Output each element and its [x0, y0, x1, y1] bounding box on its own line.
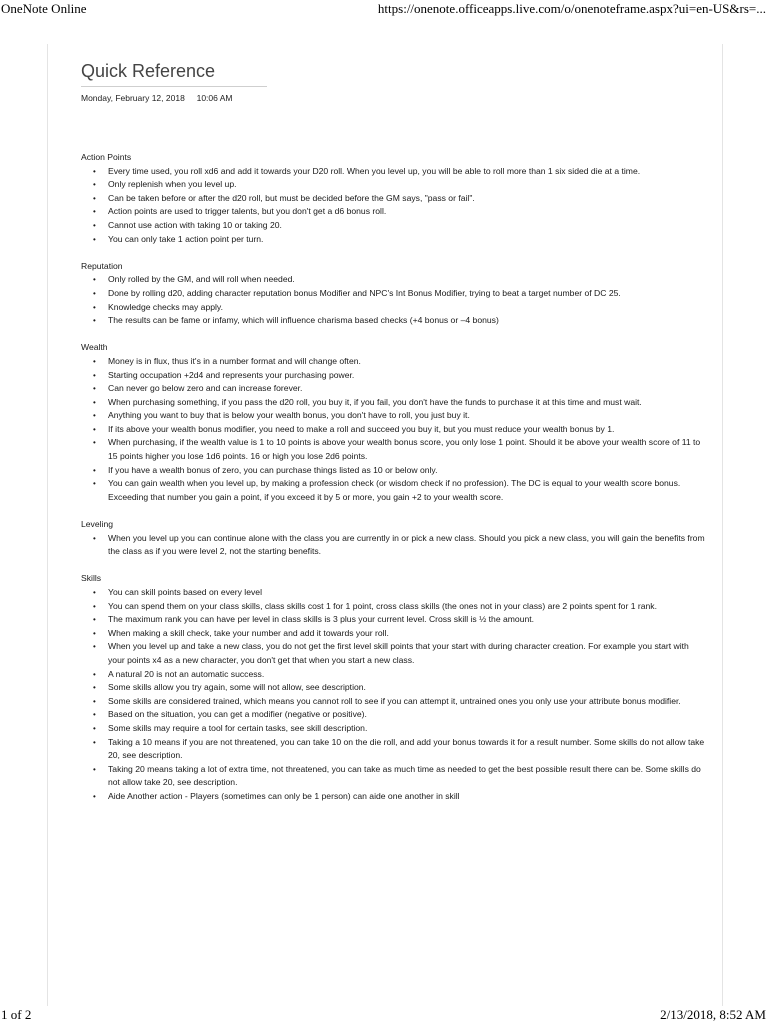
list-item: • Anything you want to buy that is below your wealth bonus, you don't have to roll, you just buy it.: [81, 409, 706, 423]
list-item: • Taking a 10 means if you are not threatened, you can take 10 on the die roll, and add your bonus towards it for a result number. Some skills do not allow take 20, see description.: [81, 736, 706, 763]
list-item: • You can skill points based on every level: [81, 586, 706, 600]
list-item: • You can only take 1 action point per turn.: [81, 233, 706, 247]
list-item: • Can be taken before or after the d20 roll, but must be decided before the GM says, "pass or fail".: [81, 192, 706, 206]
list-item: • If you have a wealth bonus of zero, you can purchase things listed as 10 or below only.: [81, 464, 706, 478]
list-item: • When purchasing, if the wealth value is 1 to 10 points is above your wealth bonus score, you only lose 1 point. Should it be above your wealth score of 11 to 15 points higher you lose 1d6 points. 16 or high you lose 2d6 points.: [81, 436, 706, 463]
list-item: • Only rolled by the GM, and will roll when needed.: [81, 273, 706, 287]
app-title: OneNote Online: [1, 1, 87, 16]
page-number: 1 of 2: [1, 1007, 32, 1022]
list-item: • Done by rolling d20, adding character reputation bonus Modifier and NPC's Int Bonus Modifier, trying to beat a target number of DC 25.: [81, 287, 706, 301]
note-title[interactable]: Quick Reference: [81, 58, 267, 87]
bullet-list: [81, 532, 706, 559]
list-item: • When you level up and take a new class, you do not get the first level skill points that your start with during character creation. For example you start with your points x4 as a new character, you don't get that when you start a new class.: [81, 640, 706, 667]
print-footer: [0, 1006, 768, 1026]
list-item: • Action points are used to trigger talents, but you don't get a d6 bonus roll.: [81, 205, 706, 219]
section-title: Skills: [81, 573, 102, 584]
list-item: • You can gain wealth when you level up, by making a profession check (or wisdom check if no profession). The DC is equal to your wealth score bonus. Exceeding that number you gain a point, if you exceed it by 5 or more, you gain +2 to your wealth score.: [81, 477, 706, 504]
page-url: https://onenote.officeapps.live.com/o/onenoteframe.aspx?ui=en-US&rs=...: [377, 1, 766, 16]
note-page: [81, 58, 706, 817]
list-item: • A natural 20 is not an automatic success.: [81, 668, 706, 682]
section-title: Wealth: [81, 342, 108, 353]
section-wealth: [81, 341, 706, 504]
list-item: • The maximum rank you can have per level in class skills is 3 plus your current level. Cross skill is ½ the amount.: [81, 613, 706, 627]
list-item: • When making a skill check, take your number and add it towards your roll.: [81, 627, 706, 641]
list-item: • Some skills may require a tool for certain tasks, see skill description.: [81, 722, 706, 736]
list-item: • If its above your wealth bonus modifier, you need to make a roll and succeed you buy it, but you must reduce your wealth bonus by 1.: [81, 423, 706, 437]
list-item: • Money is in flux, thus it's in a number format and will change often.: [81, 355, 706, 369]
list-item: • The results can be fame or infamy, which will influence charisma based checks (+4 bonus or –4 bonus): [81, 314, 706, 328]
bullet-list: [81, 586, 706, 804]
print-datetime: 2/13/2018, 8:52 AM: [660, 1007, 766, 1022]
bullet-list: [81, 165, 706, 247]
list-item: • Some skills are considered trained, which means you cannot roll to see if you can attempt it, untrained ones you only use your attribute bonus modifier.: [81, 695, 706, 709]
section-title: Action Points: [81, 152, 132, 162]
section-title: Leveling: [81, 519, 114, 530]
bullet-list: [81, 355, 706, 505]
list-item: • You can spend them on your class skills, class skills cost 1 for 1 point, cross class skills (the ones not in your class) are 2 points spent for 1 rank.: [81, 600, 706, 614]
list-item: • Starting occupation +2d4 and represents your purchasing power.: [81, 369, 706, 383]
list-item: • When purchasing something, if you pass the d20 roll, you buy it, if you fail, you don't have the funds to purchase it at this time and must wait.: [81, 396, 706, 410]
list-item: • Aide Another action - Players (sometimes can only be 1 person) can aide one another in skill: [81, 790, 706, 804]
list-item: • Cannot use action with taking 10 or taking 20.: [81, 219, 706, 233]
list-item: • Every time used, you roll xd6 and add it towards your D20 roll. When you level up, you will be able to roll more than 1 six sided die at a time.: [81, 165, 706, 179]
list-item: • When you level up you can continue alone with the class you are currently in or pick a new class. Should you pick a new class, you will gain the benefits from the class as if you were level 2, not the starting benefits.: [81, 532, 706, 559]
bullet-list: [81, 273, 706, 327]
section-leveling: [81, 518, 706, 559]
list-item: • Can never go below zero and can increase forever.: [81, 382, 706, 396]
list-item: • Only replenish when you level up.: [81, 178, 706, 192]
section-action-points: [81, 151, 706, 246]
list-item: • Some skills allow you try again, some will not allow, see description.: [81, 681, 706, 695]
section-title: Reputation: [81, 260, 123, 271]
list-item: • Knowledge checks may apply.: [81, 301, 706, 315]
list-item: • Taking 20 means taking a lot of extra time, not threatened, you can take as much time as needed to get the best possible result there can be. Some skills do not allow take 20, see description.: [81, 763, 706, 790]
section-skills: [81, 572, 706, 803]
list-item: • Based on the situation, you can get a modifier (negative or positive).: [81, 708, 706, 722]
note-datetime: Monday, February 12, 2018 10:06 AM: [81, 93, 233, 103]
note-content[interactable]: [81, 151, 706, 804]
print-header: [0, 0, 768, 20]
section-reputation: [81, 260, 706, 328]
